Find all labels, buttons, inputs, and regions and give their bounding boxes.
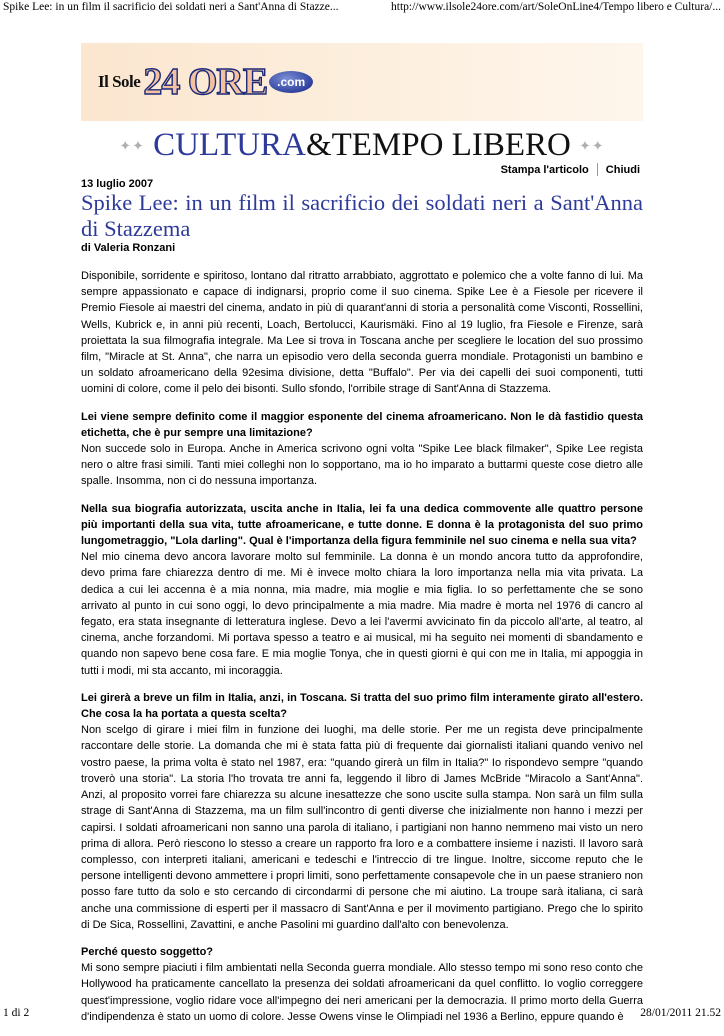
article-byline: di Valeria Ronzani	[81, 242, 176, 254]
qa-block	[81, 690, 643, 933]
interview-question: Nella sua biografia autorizzata, uscita anche in Italia, lei fa una dedica commovente alle quattro persone più importanti della sua vita, tutte afroamericane, e tutte donne. E donna è la protagonista del suo primo lungometraggio, "Lola darling". Qual è l'importanza della figura femminile nel suo cinema e nella sua vita?	[81, 502, 643, 548]
interview-question: Lei viene sempre definito come il maggior esponente del cinema afroamericano. Non le dà fastidio questa etichetta, che è pur sempre una limitazione?	[81, 410, 643, 439]
logo-com-badge: .com	[269, 71, 313, 93]
decorative-stars-left-icon: ✦✦	[119, 139, 145, 155]
print-article-link[interactable]: Stampa l'articolo	[500, 163, 589, 176]
interview-answer: Non succede solo in Europa. Anche in America scrivono ogni volta "Spike Lee black filmaker", Spike Lee regista nero o altre frasi simili. Tanti miei colleghi non lo sopportano, ma io ho imparato a buttarmi queste cose dietro alle spalle. Insomma, non ci do nessuna importanza.	[81, 443, 643, 488]
article-date: 13 luglio 2007	[81, 178, 154, 190]
section-title-cultura: CULTURA	[153, 127, 306, 163]
print-page-url: http://www.ilsole24ore.com/art/SoleOnLine4/Tempo libero e Cultura/...	[391, 1, 721, 13]
print-datetime: 28/01/2011 21.52	[640, 1007, 721, 1019]
actions-divider	[597, 163, 598, 176]
site-banner	[81, 43, 643, 121]
interview-answer: Mi sono sempre piaciuti i film ambientati nella Seconda guerra mondiale. Allo stesso tempo mi sono reso conto che Hollywood ha praticamente cancellato la presenza dei soldati afroamericani da quel conflitto. Io voglio correggere quest'impressione, voglio ridare voce all'impegno dei neri americani per la democrazia. Il primo morto della Guerra d'indipendenza è stato un uomo di colore. Jesse Owens vinse le Olimpiadi nel 1936 a Berlino, eppure quando è	[81, 962, 643, 1023]
section-title	[0, 125, 724, 167]
qa-block	[81, 409, 643, 490]
print-footer	[0, 1007, 724, 1023]
close-link[interactable]: Chiudi	[605, 163, 640, 176]
article-headline: Spike Lee: in un film il sacrificio dei soldati neri a Sant'Anna di Stazzema	[81, 190, 643, 241]
page-number: 1 di 2	[3, 1007, 30, 1019]
interview-question: Lei girerà a breve un film in Italia, anzi, in Toscana. Si tratta del suo primo film interamente girato all'estero. Che cosa la ha portata a questa scelta?	[81, 691, 643, 721]
interview-answer: Non scelgo di girare i miei film in funzione dei luoghi, ma delle storie. Per me un regista deve principalmente raccontare delle storie. La domanda che mi è stata fatta più di frequente dai giornalisti italiani quando venivo nel vostro paese, la prima volta è stato nel 1987, era: "quando girerà un film in Italia?" Io rispondevo sempre "quando troverò una storia". La storia l'ho trovata tre anni fa, leggendo il libro di James McBride "Miracolo a Sant'Anna". Anzi, al proposito vorrei fare chiarezza su alcune inesattezze che sono uscite sulla stampa. Non sarà un film sulla strage di Sant'Anna di Stazzema, ma un film sull'incontro di genti diverse che inizialmente non hanno i mezzi per capirsi. I soldati afroamericani non sanno una parola di italiano, i partigiani non hanno nemmeno mai visto un nero prima di allora. Però riescono lo stesso a creare un rapporto fra loro e a combattere insieme i nazisti. Il lavoro sarà complesso, con interpreti italiani, americani e tedeschi e l'intreccio di tre lingue. Inoltre, siccome reputo che le persone intelligenti devono ammettere i propri limiti, sono perfettamente consapevole che in un paese straniero non posso fare tutto da solo e sto cercando di circondarmi di persone che mi aiutino. La troupe sarà italiana, ci sarà anche una commissione di esperti per il massacro di Sant'Anna e per il movimento partigiano. Prego che lo spirito di De Sica, Rossellini, Zavattini, e anche Pasolini mi guardino dall'alto con benevolenza.	[81, 724, 643, 931]
logo-24ore-text: 24 ORE	[143, 61, 268, 103]
print-page-title: Spike Lee: in un film il sacrificio dei soldati neri a Sant'Anna di Stazze...	[3, 1, 339, 13]
logo-ilsole-text: Il Sole	[98, 72, 141, 91]
interview-answer: Nel mio cinema devo ancora lavorare molto sul femminile. La donna è un mondo ancora tutto da approfondire, devo prima fare chiarezza dentro di me. Mi è invece molto chiara la loro importanza nella mia vita privata. La dedica a cui lei accenna è a mia nonna, mia madre, mia moglie e mia figlia. Io so perfettamente che se sono arrivato al punto in cui sono oggi, lo devo principalmente a mia madre. Mia madre è morta nel 1976 di cancro al fegato, era stata insegnante di letteratura inglese. Devo a lei l'avermi avvicinato fin da piccolo all'arte, al teatro, al cinema, anche forzandomi. Mi portava spesso a teatro e ai musical, mi ha seguito nei momenti di sbandamento e quando non sapevo bene cosa fare. E mia moglie Tonya, che in questi giorni è qui con me in Italia, mi appoggia in tutti i modi, mi sta accanto, mi incoraggia.	[81, 551, 643, 677]
article-intro: Disponibile, sorridente e spiritoso, lontano dal ritratto arrabbiato, aggrottato e polemico che a volte fanno di lui. Ma sempre appassionato e capace di indignarsi, proprio come il suo cinema. Spike Lee è a Fiesole per ricevere il Premio Fiesole ai maestri del cinema, andato in più di quarant'anni di storia a personalità come Visconti, Rossellini, Wells, Kubrick e, in anni più recenti, Loach, Bertolucci, Kaurismäki. Fino al 19 luglio, fra Fiesole e Firenze, sarà proiettata la sua filmografia integrale. Ma Lee si trova in Toscana anche per scegliere le location del suo prossimo film, "Miracle at St. Anna", che narra un episodio vero della seconda guerra mondiale. Protagonisti un bambino e un soldato afroamericano della 92esima divisione, detta "Buffalo". Per via dei capelli dei suoi componenti, tutti uomini di colore, come il pelo dei bisonti. Sullo sfondo, l'orribile strage di Sant'Anna di Stazzema.	[81, 270, 643, 396]
ilsole24ore-logo[interactable]	[98, 60, 313, 104]
decorative-stars-right-icon: ✦✦	[579, 139, 605, 155]
interview-question: Perché questo soggetto?	[81, 945, 214, 958]
article-body	[81, 268, 643, 1036]
section-title-tempo-libero: &TEMPO LIBERO	[305, 127, 571, 163]
qa-block	[81, 501, 643, 679]
article-actions	[501, 163, 640, 176]
print-header	[0, 0, 724, 18]
